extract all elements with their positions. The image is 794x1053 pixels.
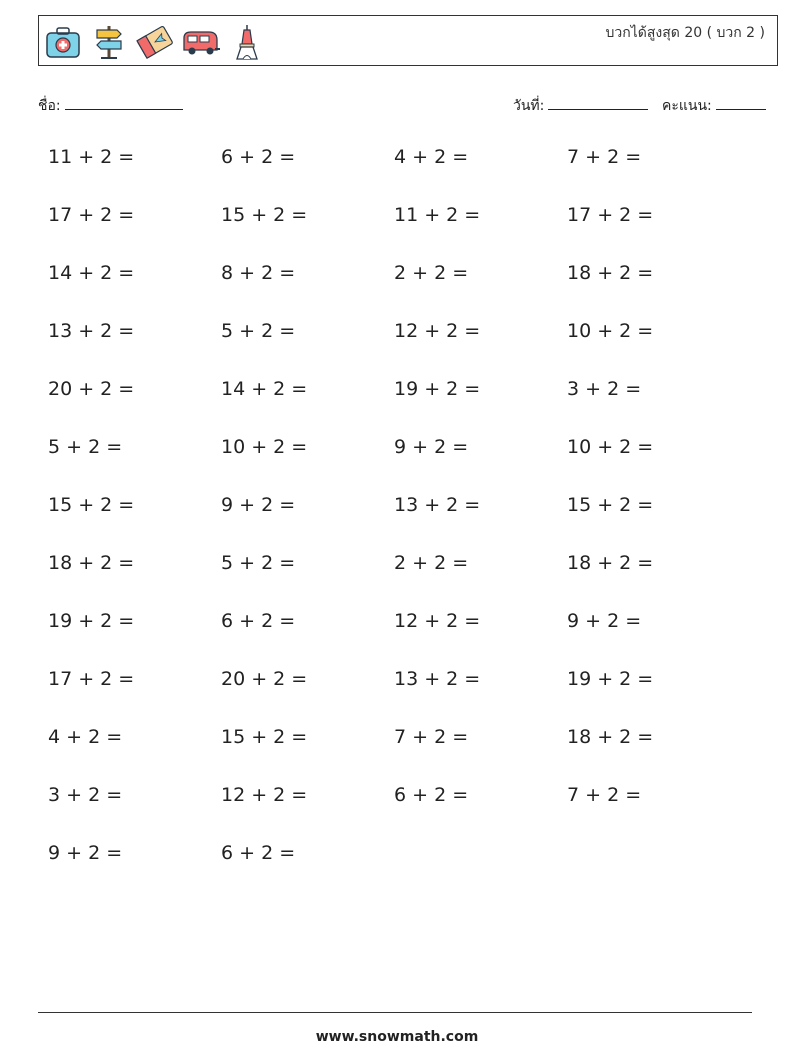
problem-item: 3 + 2 = — [48, 784, 123, 806]
problem-item: 10 + 2 = — [567, 320, 654, 342]
problem-item: 18 + 2 = — [567, 262, 654, 284]
camper-van-icon — [181, 22, 221, 62]
name-label: ชื่อ: — [38, 98, 61, 114]
name-field — [38, 95, 183, 117]
problem-item: 10 + 2 = — [567, 436, 654, 458]
problem-item: 11 + 2 = — [48, 146, 135, 168]
name-blank[interactable] — [65, 97, 183, 110]
date-label: วันที่: — [513, 98, 545, 114]
problem-item: 4 + 2 = — [394, 146, 469, 168]
problem-item: 19 + 2 = — [567, 668, 654, 690]
first-aid-kit-icon — [43, 22, 83, 62]
problem-item: 7 + 2 = — [567, 146, 642, 168]
problem-item: 14 + 2 = — [48, 262, 135, 284]
problem-item: 6 + 2 = — [221, 842, 296, 864]
problem-item: 13 + 2 = — [48, 320, 135, 342]
problem-item: 18 + 2 = — [567, 726, 654, 748]
problem-item: 17 + 2 = — [48, 204, 135, 226]
header-box — [38, 15, 778, 66]
problem-item: 18 + 2 = — [48, 552, 135, 574]
problem-item: 20 + 2 = — [48, 378, 135, 400]
problem-item: 13 + 2 = — [394, 494, 481, 516]
footer-site: www.snowmath.com — [315, 1029, 479, 1045]
problem-item: 6 + 2 = — [221, 610, 296, 632]
problem-item: 3 + 2 = — [567, 378, 642, 400]
problem-item: 9 + 2 = — [221, 494, 296, 516]
ticket-icon — [135, 22, 175, 62]
problem-item: 19 + 2 = — [48, 610, 135, 632]
problem-item: 2 + 2 = — [394, 262, 469, 284]
header-icons — [43, 20, 267, 64]
problem-item: 15 + 2 = — [221, 204, 308, 226]
problem-item: 14 + 2 = — [221, 378, 308, 400]
problem-item: 9 + 2 = — [48, 842, 123, 864]
problem-item: 6 + 2 = — [221, 146, 296, 168]
problem-item: 20 + 2 = — [221, 668, 308, 690]
problem-item: 13 + 2 = — [394, 668, 481, 690]
footer-divider — [38, 1012, 752, 1013]
problem-item: 10 + 2 = — [221, 436, 308, 458]
tower-icon — [227, 22, 267, 62]
problem-item: 9 + 2 = — [394, 436, 469, 458]
problem-item: 17 + 2 = — [567, 204, 654, 226]
problem-item: 12 + 2 = — [394, 320, 481, 342]
problem-item: 4 + 2 = — [48, 726, 123, 748]
problem-item: 5 + 2 = — [221, 320, 296, 342]
problem-item: 8 + 2 = — [221, 262, 296, 284]
problem-item: 15 + 2 = — [221, 726, 308, 748]
problem-item: 11 + 2 = — [394, 204, 481, 226]
problem-item: 19 + 2 = — [394, 378, 481, 400]
signpost-icon — [89, 22, 129, 62]
score-blank[interactable] — [716, 97, 766, 110]
problem-item: 2 + 2 = — [394, 552, 469, 574]
problem-item: 18 + 2 = — [567, 552, 654, 574]
problem-item: 9 + 2 = — [567, 610, 642, 632]
problem-item: 7 + 2 = — [567, 784, 642, 806]
score-label: คะแนน: — [662, 98, 712, 114]
problem-item: 12 + 2 = — [221, 784, 308, 806]
problem-item: 15 + 2 = — [48, 494, 135, 516]
problem-item: 5 + 2 = — [221, 552, 296, 574]
problem-item: 12 + 2 = — [394, 610, 481, 632]
problem-item: 5 + 2 = — [48, 436, 123, 458]
date-field — [513, 95, 648, 117]
score-field — [662, 95, 766, 117]
problem-item: 6 + 2 = — [394, 784, 469, 806]
date-blank[interactable] — [548, 97, 648, 110]
worksheet-title: บวกได้สูงสุด 20 ( บวก 2 ) — [605, 25, 765, 41]
problem-item: 7 + 2 = — [394, 726, 469, 748]
problem-item: 15 + 2 = — [567, 494, 654, 516]
problem-item: 17 + 2 = — [48, 668, 135, 690]
